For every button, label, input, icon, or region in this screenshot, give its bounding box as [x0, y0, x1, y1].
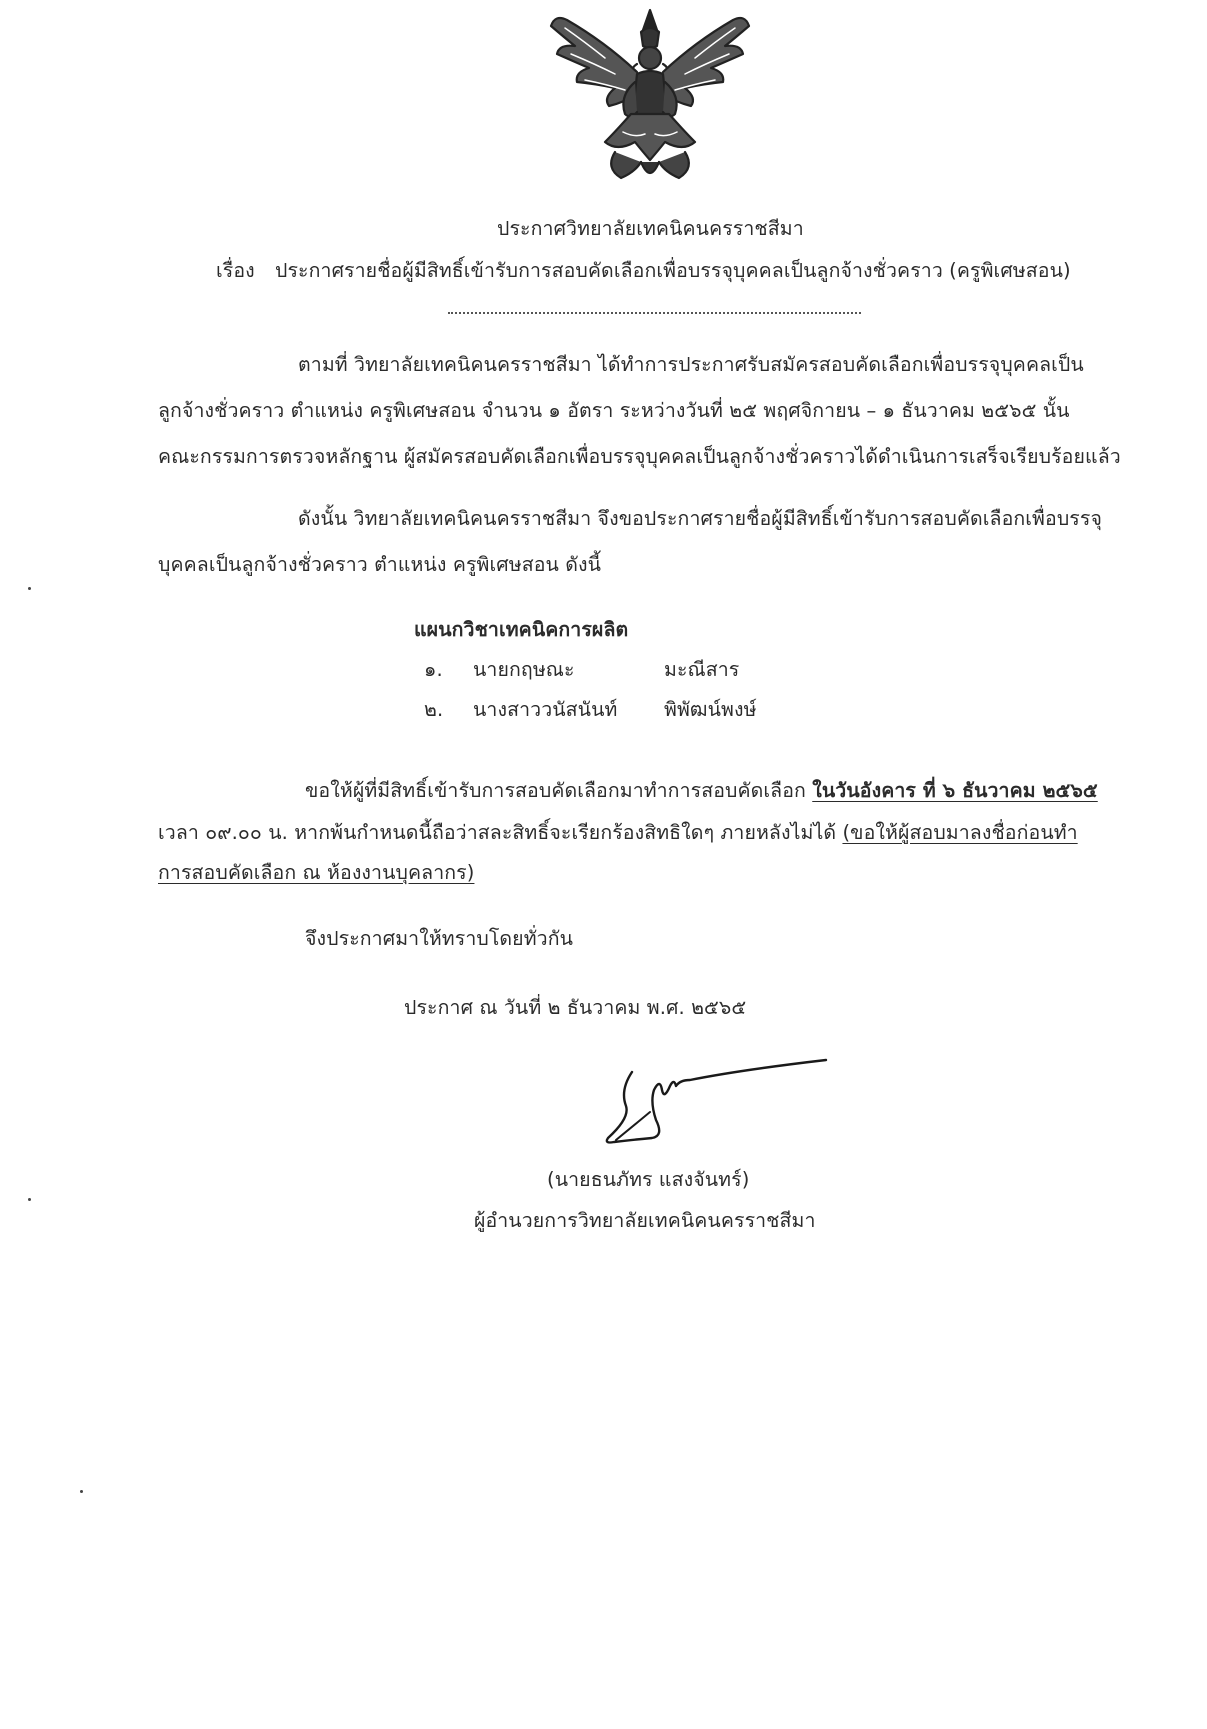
- candidate-2-first-name: นางสาววนัสนันท์: [473, 698, 618, 721]
- para1-line1: ตามที่ วิทยาลัยเทคนิคนครราชสีมา ได้ทำการประกาศรับสมัครสอบคัดเลือกเพื่อบรรจุบุคคลเป็น: [298, 353, 1084, 376]
- handwritten-signature-icon: [590, 1050, 840, 1150]
- subject-label: เรื่อง: [216, 259, 255, 282]
- candidate-2-number: ๒.: [424, 698, 444, 721]
- announcement-title: ประกาศวิทยาลัยเทคนิคนครราชสีมา: [497, 217, 804, 240]
- para3-time-text: เวลา ๐๙.๐๐ น. หากพ้นกำหนดนี้ถือว่าสละสิทธิ์จะเรียกร้องสิทธิใดๆ ภายหลังไม่ได้: [158, 821, 837, 844]
- candidate-1-number: ๑.: [424, 658, 443, 681]
- announcement-date: ประกาศ ณ วันที่ ๒ ธันวาคม พ.ศ. ๒๕๖๕: [404, 996, 747, 1019]
- para3-note-end: การสอบคัดเลือก ณ ห้องงานบุคลากร): [158, 861, 475, 884]
- candidate-1-first-name: นายกฤษณะ: [473, 658, 575, 681]
- para1-line3: คณะกรรมการตรวจหลักฐาน ผู้สมัครสอบคัดเลือกเพื่อบรรจุบุคคลเป็นลูกจ้างชั่วคราวได้ดำเนินการเสร็จเรียบร้อยแล้ว: [158, 445, 1121, 468]
- para3-note-start: (ขอให้ผู้สอบมาลงชื่อก่อนทำ: [842, 821, 1078, 844]
- para2-line2: บุคคลเป็นลูกจ้างชั่วคราว ตำแหน่ง ครูพิเศษสอน ดังนี้: [158, 553, 602, 576]
- para3-line1: [305, 778, 1098, 804]
- garuda-emblem-icon: [545, 2, 755, 188]
- candidate-2-last-name: พิพัฒน์พงษ์: [664, 698, 757, 721]
- scan-speck: [80, 1490, 83, 1493]
- closing-text: จึงประกาศมาให้ทราบโดยทั่วกัน: [305, 927, 574, 950]
- signer-title: ผู้อำนวยการวิทยาลัยเทคนิคนครราชสีมา: [474, 1209, 816, 1232]
- signer-name: (นายธนภัทร แสงจันทร์): [547, 1168, 750, 1191]
- para3-line2: [158, 820, 1078, 846]
- exam-date: ในวันอังคาร ที่ ๖ ธันวาคม ๒๕๖๕: [812, 779, 1098, 802]
- header-divider: [448, 312, 861, 314]
- candidate-1-last-name: มะณีสาร: [664, 658, 740, 681]
- scan-speck: [28, 1198, 31, 1201]
- subject-text: ประกาศรายชื่อผู้มีสิทธิ์เข้ารับการสอบคัดเลือกเพื่อบรรจุบุคคลเป็นลูกจ้างชั่วคราว (ครูพิเศษสอน): [275, 259, 1071, 282]
- para1-line2: ลูกจ้างชั่วคราว ตำแหน่ง ครูพิเศษสอน จำนวน ๑ อัตรา ระหว่างวันที่ ๒๕ พฤศจิกายน – ๑ ธันวาคม ๒๕๖๕ นั้น: [158, 399, 1070, 422]
- para3-text: ขอให้ผู้ที่มีสิทธิ์เข้ารับการสอบคัดเลือกมาทำการสอบคัดเลือก: [305, 779, 806, 802]
- para2-line1: ดังนั้น วิทยาลัยเทคนิคนครราชสีมา จึงขอประกาศรายชื่อผู้มีสิทธิ์เข้ารับการสอบคัดเลือกเพื่อบรรจุ: [298, 507, 1102, 530]
- department-heading: แผนกวิชาเทคนิคการผลิต: [414, 618, 629, 641]
- scan-speck: [28, 587, 31, 590]
